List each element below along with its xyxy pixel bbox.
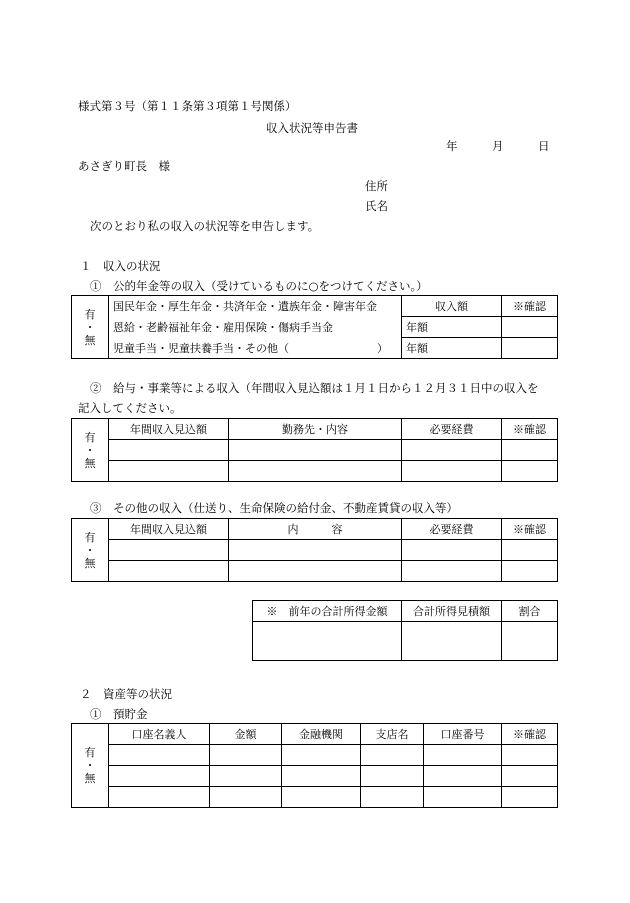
other-col-confirm: ※確認 — [502, 519, 558, 540]
pension-confirm-2[interactable] — [502, 338, 558, 359]
totals-table — [252, 600, 558, 661]
other-cell[interactable] — [109, 561, 229, 582]
savings-cell[interactable] — [361, 787, 424, 808]
other-cell[interactable] — [109, 540, 229, 561]
savings-col-branch: 支店名 — [361, 724, 424, 745]
form-number: 様式第３号（第１１条第３項第１号関係） — [78, 99, 297, 113]
section1-heading: １ 収入の状況 — [80, 259, 161, 273]
salary-heading-line2: 記入してください。 — [78, 401, 182, 415]
pension-col-confirm: ※確認 — [502, 296, 558, 317]
pension-line-1: 国民年金・厚生年金・共済年金・遺族年金・障害年金 — [109, 296, 402, 317]
savings-cell[interactable] — [502, 766, 558, 787]
salary-cell[interactable] — [229, 440, 402, 461]
savings-cell[interactable] — [282, 745, 361, 766]
savings-cell[interactable] — [282, 787, 361, 808]
addressee: あさぎり町長 様 — [78, 159, 170, 173]
salary-cell[interactable] — [402, 440, 502, 461]
date-year-label: 年 — [446, 139, 458, 153]
other-cell[interactable] — [502, 540, 558, 561]
salary-cell[interactable] — [502, 461, 558, 482]
totals-estimate-value[interactable] — [402, 622, 502, 661]
savings-cell[interactable] — [109, 766, 210, 787]
pension-table — [71, 295, 558, 359]
salary-col-workplace: 勤務先・内容 — [229, 419, 402, 440]
pension-heading: ① 公的年金等の収入（受けているものに○をつけてください。） — [90, 279, 428, 293]
savings-col-confirm: ※確認 — [502, 724, 558, 745]
address-label: 住所 — [365, 179, 388, 193]
savings-col-holder: 口座名義人 — [109, 724, 210, 745]
totals-col-estimate: 合計所得見積額 — [402, 601, 502, 622]
salary-cell[interactable] — [109, 461, 229, 482]
savings-cell[interactable] — [109, 745, 210, 766]
other-cell[interactable] — [229, 540, 402, 561]
umu-dot: ・ — [84, 320, 96, 334]
pension-annual-1[interactable]: 年額 — [402, 317, 502, 338]
pension-line-2: 恩給・老齢福祉年金・雇用保険・傷病手当金 — [109, 317, 402, 338]
other-heading: ③ その他の収入（仕送り、生命保険の給付金、不動産賃貸の収入等） — [90, 501, 458, 515]
totals-col-prev-income: ※ 前年の合計所得金額 — [253, 601, 402, 622]
other-cell[interactable] — [502, 561, 558, 582]
pension-confirm-1[interactable] — [502, 317, 558, 338]
savings-cell[interactable] — [502, 787, 558, 808]
totals-prev-income-value[interactable] — [253, 622, 402, 661]
savings-cell[interactable] — [424, 787, 502, 808]
savings-cell[interactable] — [210, 787, 282, 808]
totals-col-ratio: 割合 — [502, 601, 558, 622]
salary-cell[interactable] — [402, 461, 502, 482]
umu-no: 無 — [84, 772, 96, 785]
savings-col-amount: 金額 — [210, 724, 282, 745]
savings-cell[interactable] — [210, 766, 282, 787]
intro-text: 次のとおり私の収入の状況等を申告します。 — [90, 219, 320, 233]
umu-no: 無 — [84, 333, 96, 347]
umu-dot: ・ — [84, 443, 96, 457]
savings-col-institution: 金融機関 — [282, 724, 361, 745]
name-label: 氏名 — [365, 199, 388, 213]
umu-yes: 有 — [84, 307, 96, 321]
savings-cell[interactable] — [109, 787, 210, 808]
savings-table — [71, 723, 558, 808]
other-col-annual: 年間収入見込額 — [109, 519, 229, 540]
savings-cell[interactable] — [424, 766, 502, 787]
other-cell[interactable] — [229, 561, 402, 582]
salary-col-confirm: ※確認 — [502, 419, 558, 440]
savings-col-account-no: 口座番号 — [424, 724, 502, 745]
other-cell[interactable] — [402, 561, 502, 582]
date-month-label: 月 — [492, 139, 504, 153]
salary-table — [71, 418, 558, 482]
salary-umu-cell[interactable] — [72, 419, 109, 482]
salary-col-annual: 年間収入見込額 — [109, 419, 229, 440]
savings-cell[interactable] — [424, 745, 502, 766]
savings-cell[interactable] — [361, 745, 424, 766]
salary-cell[interactable] — [502, 440, 558, 461]
date-day-label: 日 — [538, 139, 550, 153]
salary-heading-line1: ② 給与・事業等による収入（年間収入見込額は１月１日から１２月３１日中の収入を — [90, 381, 539, 395]
umu-dot: ・ — [84, 759, 96, 772]
umu-dot: ・ — [84, 543, 96, 557]
other-umu-cell[interactable] — [72, 519, 109, 582]
salary-cell[interactable] — [229, 461, 402, 482]
umu-no: 無 — [84, 456, 96, 470]
form-title: 収入状況等申告書 — [266, 121, 358, 135]
salary-cell[interactable] — [109, 440, 229, 461]
totals-ratio-value[interactable] — [502, 622, 558, 661]
umu-yes: 有 — [84, 430, 96, 444]
salary-col-expense: 必要経費 — [402, 419, 502, 440]
umu-yes: 有 — [84, 530, 96, 544]
section2-heading: ２ 資産等の状況 — [80, 687, 172, 701]
other-col-content: 内 容 — [229, 519, 402, 540]
pension-umu-cell[interactable] — [72, 296, 109, 359]
other-cell[interactable] — [402, 540, 502, 561]
savings-cell[interactable] — [282, 766, 361, 787]
pension-line-3: 児童手当・児童扶養手当・その他（ ） — [109, 338, 402, 359]
other-table — [71, 518, 558, 582]
other-col-expense: 必要経費 — [402, 519, 502, 540]
pension-col-amount: 収入額 — [402, 296, 502, 317]
savings-heading: ① 預貯金 — [90, 707, 148, 721]
savings-cell[interactable] — [210, 745, 282, 766]
savings-cell[interactable] — [502, 745, 558, 766]
savings-cell[interactable] — [361, 766, 424, 787]
umu-yes: 有 — [84, 746, 96, 759]
pension-annual-2[interactable]: 年額 — [402, 338, 502, 359]
savings-umu-cell[interactable] — [72, 724, 109, 808]
umu-no: 無 — [84, 556, 96, 570]
